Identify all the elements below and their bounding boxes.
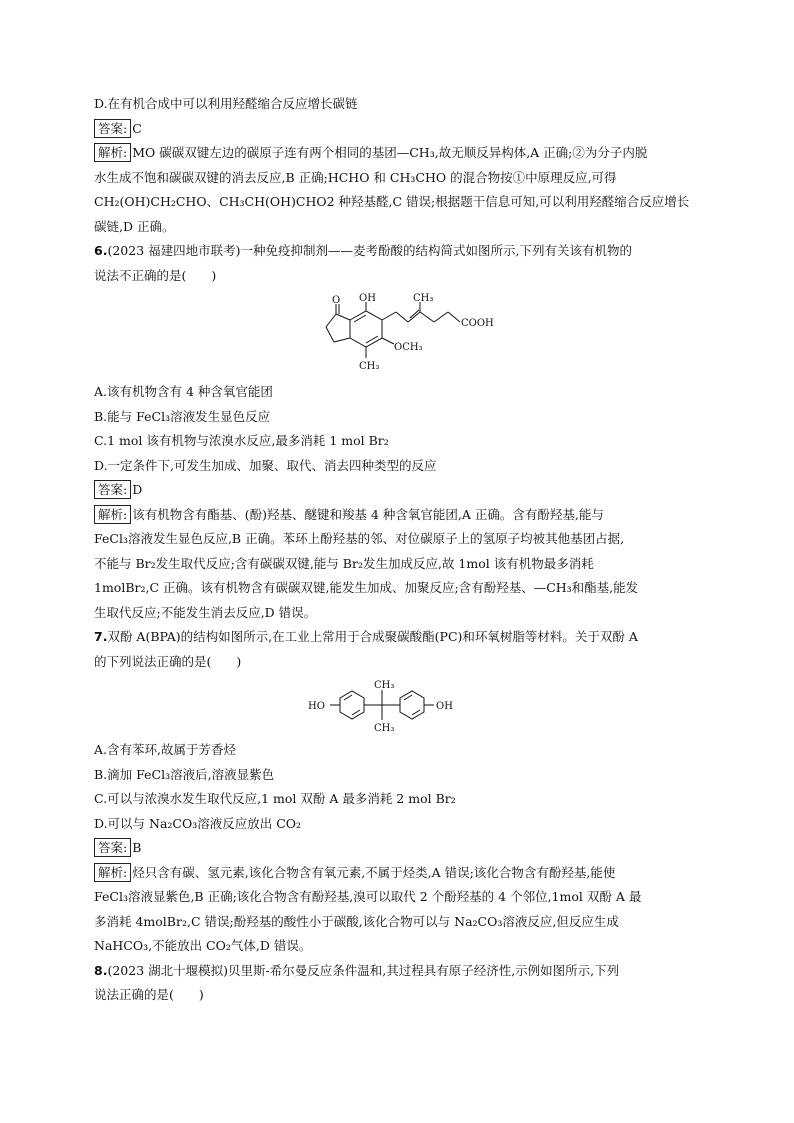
q6-option-c: C.1 mol 该有机物与浓溴水反应,最多消耗 1 mol Br₂ — [94, 433, 389, 448]
answer-q6 — [94, 478, 706, 503]
q6-option-a: A.该有机物含有 4 种含氧官能团 — [94, 384, 273, 399]
oh-label: OH — [436, 701, 453, 712]
analysis-tag: 解析: — [94, 505, 131, 524]
methyl-label: CH₃ — [413, 293, 434, 304]
mycophenolic-acid-structure — [300, 292, 500, 376]
methyl-bottom-label: CH₃ — [374, 723, 395, 734]
answer-value: D — [132, 482, 143, 497]
analysis-q7-line3: 多消耗 4molBr₂,C 错误;酚羟基的酸性小于碳酸,该化合物可以与 Na₂CO₃溶液反应,但反应生成 — [94, 913, 619, 929]
question-7-line1 — [94, 625, 706, 650]
question-6-line1 — [94, 239, 706, 264]
answer-q7 — [94, 836, 706, 861]
ho-label: HO — [308, 701, 325, 712]
analysis-q5-line4: 碳链,D 正确。 — [94, 218, 175, 234]
analysis-tag: 解析: — [94, 863, 131, 882]
question-text: 双酚 A(BPA)的结构如图所示,在工业上常用于合成聚碳酸酯(PC)和环氧树脂等材料。关于双酚 A — [107, 629, 638, 644]
analysis-text: 烃只含有碳、氢元素,该化合物含有氧元素,不属于烃类,A 错误;该化合物含有酚羟基,能使 — [132, 864, 616, 880]
analysis-q6-line5: 生取代反应;不能发生消去反应,D 错误。 — [94, 604, 317, 620]
analysis-q6-line4: 1molBr₂,C 正确。该有机物含有碳碳双键,能发生加成、加聚反应;含有酚羟基、—CH₃和酯基,能发 — [94, 580, 639, 595]
analysis-q6-line1 — [94, 503, 706, 528]
answer-tag: 答案: — [94, 480, 131, 499]
question-8-line2: 说法正确的是( ) — [94, 987, 204, 1002]
q6-option-b: B.能与 FeCl₃溶液发生显色反应 — [94, 408, 271, 424]
analysis-q5-line2: 水生成不饱和碳碳双键的消去反应,B 正确;HCHO 和 CH₃CHO 的混合物按①中原理反应,可得 — [94, 169, 617, 185]
analysis-q5-line3: CH₂(OH)CH₂CHO、CH₃CH(OH)CHO2 种羟基醛,C 错误;根据题干信息可知,可以利用羟醛缩合反应增长 — [94, 194, 690, 209]
question-text: (2023 福建四地市联考)一种免疫抑制剂——麦考酚酸的结构简式如图所示,下列有关该有机物的 — [107, 243, 632, 258]
answer-value: B — [132, 840, 142, 855]
q7-option-a: A.含有苯环,故属于芳香烃 — [94, 742, 236, 757]
answer-tag: 答案: — [94, 119, 131, 138]
answer-tag: 答案: — [94, 838, 131, 857]
question-6-line2: 说法不正确的是( ) — [94, 267, 217, 283]
analysis-tag: 解析: — [94, 143, 131, 162]
question-7-line2: 的下列说法正确的是( ) — [94, 653, 242, 669]
q7-option-b: B.滴加 FeCl₃溶液后,溶液显紫色 — [94, 766, 275, 782]
analysis-text: MO 碳碳双键左边的碳原子连有两个相同的基团—CH₃,故无顺反异构体,A 正确;②为分子内脱 — [132, 145, 648, 160]
document-page — [94, 92, 706, 1008]
question-number: 7. — [94, 629, 108, 644]
question-8-line1 — [94, 959, 706, 984]
analysis-text: 该有机物含有酯基、(酚)羟基、醚键和羧基 4 种含氧官能团,A 正确。含有酚羟基,能与 — [132, 506, 604, 522]
q6-option-d: D.一定条件下,可发生加成、加聚、取代、消去四种类型的反应 — [94, 457, 437, 473]
answer-q5 — [94, 117, 706, 142]
analysis-q7-line4: NaHCO₃,不能放出 CO₂气体,D 错误。 — [94, 938, 312, 953]
methyl-top-label: CH₃ — [374, 680, 395, 691]
question-number: 8. — [94, 962, 108, 978]
q7-option-d: D.可以与 Na₂CO₃溶液反应放出 CO₂ — [94, 815, 302, 831]
oh-label: OH — [359, 293, 376, 304]
question-text: (2023 湖北十堰模拟)贝里斯-希尔曼反应条件温和,其过程具有原子经济性,示例如图所示,下列 — [107, 962, 620, 978]
ring-methyl-label: CH₃ — [359, 361, 380, 372]
analysis-q5-line1 — [94, 141, 706, 166]
analysis-q7-line1 — [94, 861, 706, 886]
question-number: 6. — [94, 243, 108, 258]
option-d-q5: D.在有机合成中可以利用羟醛缩合反应增长碳链 — [94, 96, 358, 111]
carbonyl-o-label: O — [332, 295, 341, 306]
bisphenol-a-structure — [300, 678, 500, 734]
answer-value: C — [132, 120, 142, 136]
methoxy-label: OCH₃ — [394, 342, 423, 353]
analysis-q6-line2: FeCl₃溶液发生显色反应,B 正确。苯环上酚羟基的邻、对位碳原子上的氢原子均被其他基团占据, — [94, 531, 625, 546]
analysis-q7-line2: FeCl₃溶液显紫色,B 正确;该化合物含有酚羟基,溴可以取代 2 个酚羟基的 4 个邻位,1mol 双酚 A 最 — [94, 889, 642, 904]
q7-option-c: C.可以与浓溴水发生取代反应,1 mol 双酚 A 最多消耗 2 mol Br₂ — [94, 791, 456, 806]
carboxyl-label: COOH — [461, 318, 494, 329]
analysis-q6-line3: 不能与 Br₂发生取代反应;含有碳碳双键,能与 Br₂发生加成反应,故 1mol 该有机物最多消耗 — [94, 555, 594, 571]
